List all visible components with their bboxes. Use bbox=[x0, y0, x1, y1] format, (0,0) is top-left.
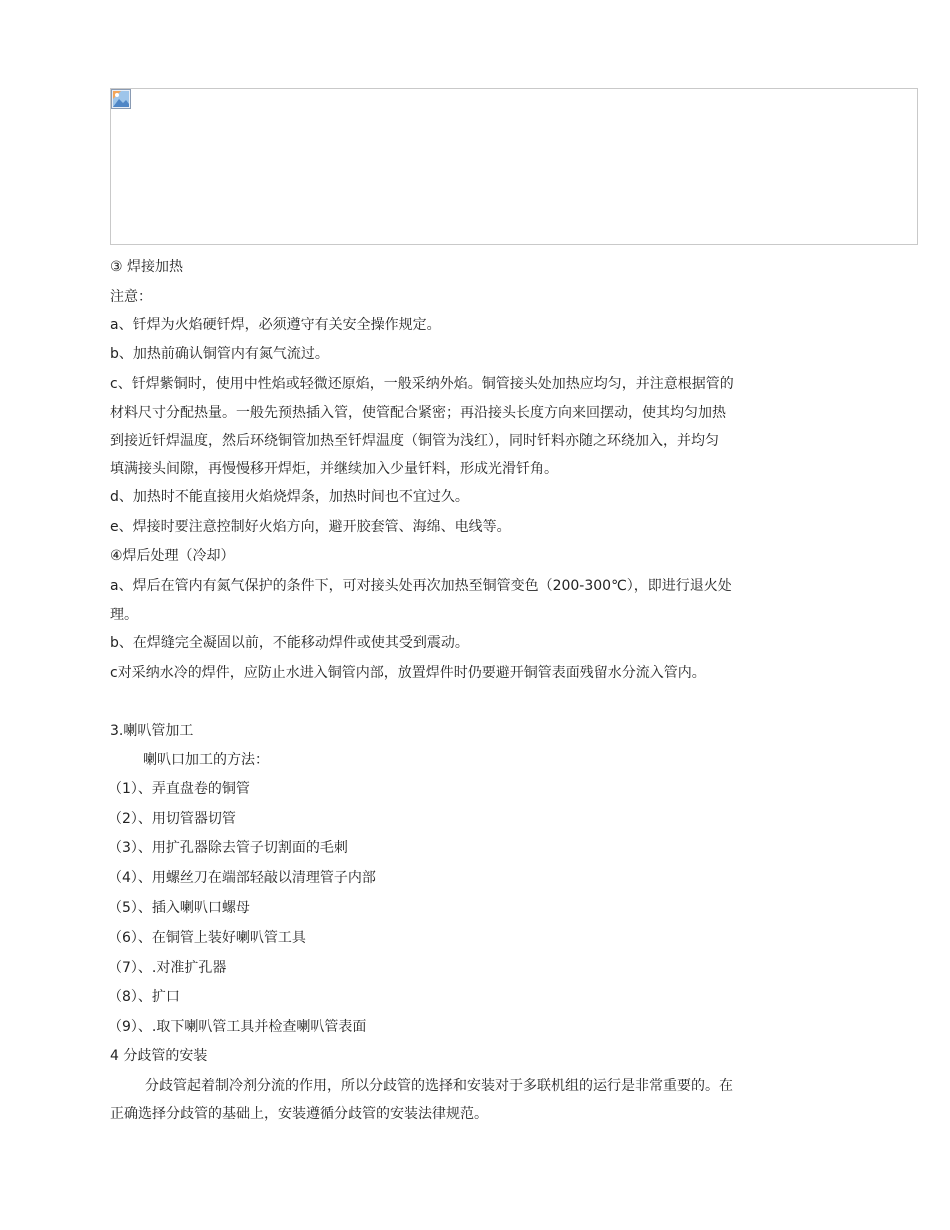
flare-step-8: （8）、扩口 bbox=[108, 989, 180, 1005]
section-heading-branch-pipe: 4 分歧管的安装 bbox=[110, 1048, 208, 1064]
note-item-d: d、加热时不能直接用火焰烧焊条，加热时间也不宜过久。 bbox=[110, 489, 469, 505]
flare-step-1: （1）、弄直盘卷的铜管 bbox=[108, 781, 250, 797]
post-weld-item-a-line2: 理。 bbox=[110, 607, 138, 623]
note-item-a: a、钎焊为火焰硬钎焊，必须遵守有关安全操作规定。 bbox=[110, 317, 441, 333]
flare-method-intro: 喇叭口加工的方法： bbox=[143, 752, 269, 768]
note-item-b: b、加热前确认铜管内有氮气流过。 bbox=[110, 346, 329, 362]
flare-step-4: （4）、用螺丝刀在端部轻敲以清理管子内部 bbox=[108, 870, 376, 886]
post-weld-item-c: c对采纳水冷的焊件，应防止水进入铜管内部，放置焊件时仍要避开铜管表面残留水分流入管内。 bbox=[110, 665, 706, 681]
section-heading-flare: 3.喇叭管加工 bbox=[110, 723, 194, 739]
branch-pipe-paragraph-line2: 正确选择分歧管的基础上，安装遵循分歧管的安装法律规范。 bbox=[110, 1106, 488, 1122]
section-heading-post-weld: ④焊后处理（冷却） bbox=[110, 548, 235, 564]
flare-step-6: （6）、在铜管上装好喇叭管工具 bbox=[108, 930, 306, 946]
post-weld-item-b: b、在焊缝完全凝固以前，不能移动焊件或使其受到震动。 bbox=[110, 635, 469, 651]
flare-step-7: （7）、.对准扩孔器 bbox=[108, 960, 227, 976]
note-item-c-line4: 填满接头间隙，再慢慢移开焊炬，并继续加入少量钎料，形成光滑钎角。 bbox=[110, 461, 558, 477]
post-weld-item-a-line1: a、焊后在管内有氮气保护的条件下，可对接头处再次加热至铜管变色（200-300℃），即进行退火处 bbox=[110, 578, 732, 594]
flare-step-2: （2）、用切管器切管 bbox=[108, 811, 236, 827]
image-placeholder bbox=[110, 88, 918, 245]
section-heading-welding-heating: ③ 焊接加热 bbox=[110, 259, 184, 275]
note-item-c-line3: 到接近钎焊温度，然后环绕铜管加热至钎焊温度（铜管为浅红），同时钎料亦随之环绕加入，并均匀 bbox=[110, 433, 719, 449]
note-item-c-line1: c、钎焊紫铜时，使用中性焰或轻微还原焰，一般采纳外焰。铜管接头处加热应均匀，并注意根据管的 bbox=[110, 376, 734, 392]
note-label: 注意： bbox=[110, 289, 152, 305]
flare-step-3: （3）、用扩孔器除去管子切割面的毛刺 bbox=[108, 840, 348, 856]
note-item-c-line2: 材料尺寸分配热量。一般先预热插入管，使管配合紧密；再沿接头长度方向来回摆动，使其均匀加热 bbox=[110, 405, 726, 421]
branch-pipe-paragraph-line1: 分歧管起着制冷剂分流的作用，所以分歧管的选择和安装对于多联机组的运行是非常重要的。在 bbox=[145, 1078, 733, 1094]
flare-step-5: （5）、插入喇叭口螺母 bbox=[108, 900, 250, 916]
note-item-e: e、焊接时要注意控制好火焰方向，避开胶套管、海绵、电线等。 bbox=[110, 519, 511, 535]
flare-step-9: （9）、.取下喇叭管工具并检查喇叭管表面 bbox=[108, 1019, 367, 1035]
broken-image-icon bbox=[111, 89, 131, 109]
